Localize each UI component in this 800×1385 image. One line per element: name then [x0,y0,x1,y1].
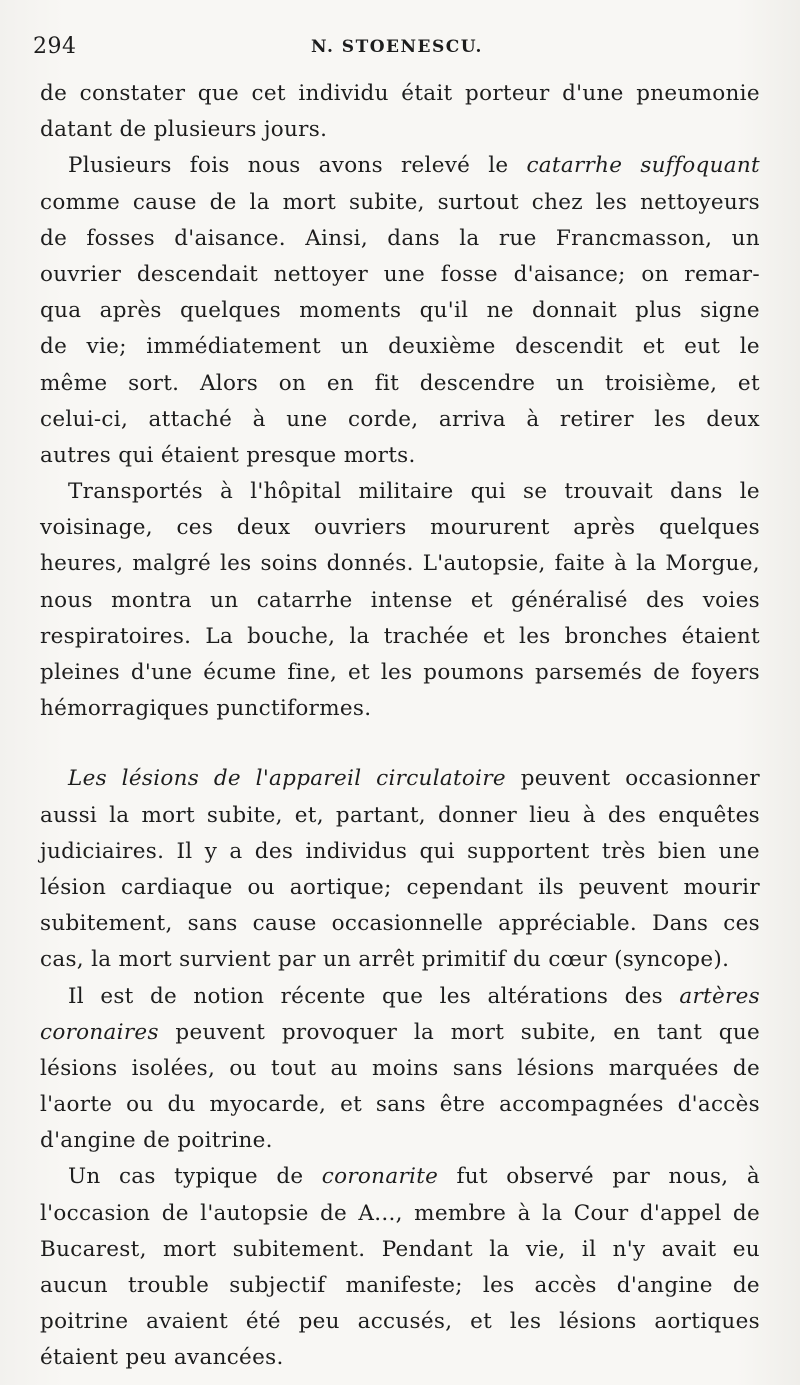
running-head: N. STOENESCU. [311,37,483,57]
text-line: judiciaires. Il y a des individus qui supportent très bien une [40,838,760,864]
text-line: pleines d'une écume fine, et les poumons parsemés de foyers [40,660,760,685]
paragraph [40,76,760,148]
text-line: Transportés à l'hôpital militaire qui se trouvait dans le [68,479,760,505]
page-header [33,30,753,64]
text-line: aucun trouble subjectif manifeste; les accès d'angine de [40,1273,760,1298]
text-line: respiratoires. La bouche, la trachée et les bronches étaient [40,623,760,649]
text-line: ouvrier descendait nettoyer une fosse d'aisance; on remar- [40,261,760,287]
text-line: autres qui étaient presque morts. [40,442,416,468]
text-line: voisinage, ces deux ouvriers moururent après quelques [40,515,760,541]
section-gap [40,727,760,761]
text-line: Un cas typique de coronarite fut observé par nous, à [68,1164,760,1190]
text-line: lésion cardiaque ou aortique; cependant ils peuvent mourir [40,874,760,900]
text-line: qua après quelques moments qu'il ne donnait plus signe [40,298,760,324]
text-line: l'occasion de l'autopsie de A..., membre à la Cour d'appel de [40,1200,760,1226]
text-line: celui-ci, attaché à une corde, arriva à retirer les deux [40,406,760,432]
text-line: datant de plusieurs jours. [40,117,328,143]
text-line: comme cause de la mort subite, surtout chez les nettoyeurs [40,189,760,215]
text-line: de vie; immédiatement un deuxième descendit et eut le [40,334,760,360]
text-line: lésions isolées, ou tout au moins sans lésions marquées de [40,1055,760,1081]
text-line: cas, la mort survient par un arrêt primitif du cœur (syncope). [40,947,730,973]
text-line: même sort. Alors on en fit descendre un troisième, et [40,370,760,396]
text-line: l'aorte ou du myocarde, et sans être accompagnées d'accès [40,1092,760,1118]
text-line: Plusieurs fois nous avons relevé le catarrhe suffoquant [68,153,760,179]
text-line: poitrine avaient été peu accusés, et les lésions aortiques [40,1309,760,1335]
text-line: heures, malgré les soins donnés. L'autopsie, faite à la Morgue, [40,551,760,577]
paragraph [40,474,760,727]
text-line: subitement, sans cause occasionnelle appréciable. Dans ces [40,911,760,937]
paragraph [40,148,760,474]
text-line: Les lésions de l'appareil circulatoire peuvent occasionner [68,766,760,792]
paragraph [40,761,760,978]
text-line: étaient peu avancées. [40,1345,284,1371]
text-line: d'angine de poitrine. [40,1128,273,1154]
text-line: de constater que cet individu était porteur d'une pneumonie [40,81,760,106]
text-line: hémorragiques punctiformes. [40,696,372,722]
text-line: de fosses d'aisance. Ainsi, dans la rue Francmasson, un [40,225,760,251]
text-line: coronaires peuvent provoquer la mort subite, en tant que [40,1019,760,1045]
paragraph [40,1159,760,1376]
text-line: Bucarest, mort subitement. Pendant la vie, il n'y avait eu [40,1236,760,1262]
body-text [40,76,760,1377]
page-number: 294 [33,34,77,59]
text-line: aussi la mort subite, et, partant, donner lieu à des enquêtes [40,802,760,828]
text-line: Il est de notion récente que les altérations des artères [68,983,760,1009]
paragraph [40,979,760,1160]
text-line: nous montra un catarrhe intense et généralisé des voies [40,587,760,613]
